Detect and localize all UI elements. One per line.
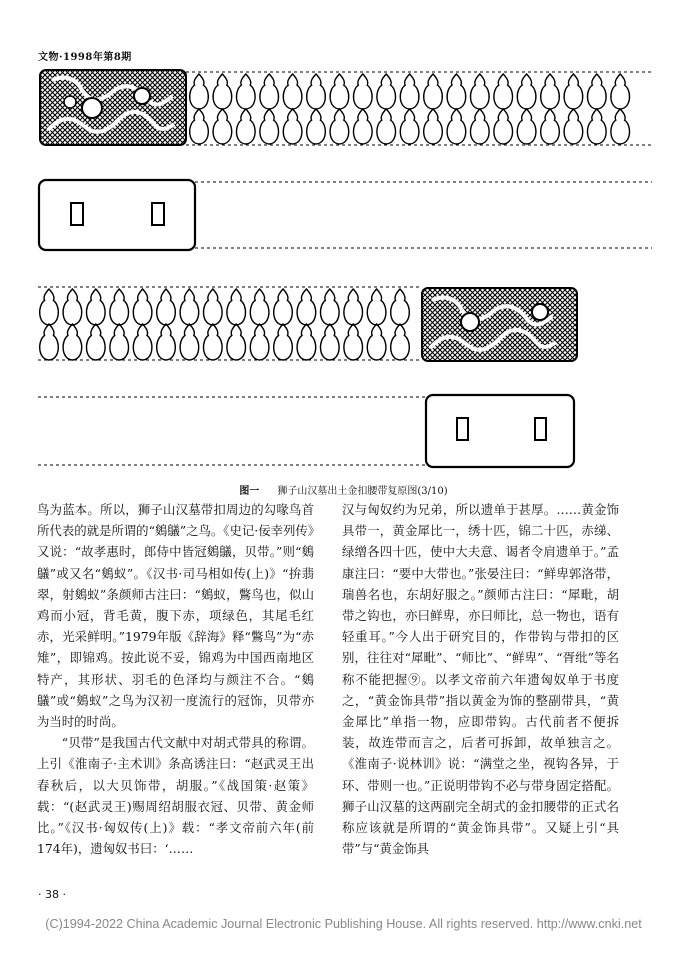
figure-label: 图一 bbox=[239, 486, 260, 497]
belt-scale bbox=[517, 109, 536, 144]
belt-scale bbox=[470, 109, 489, 144]
belt-scale bbox=[611, 74, 630, 109]
belt-scale bbox=[157, 324, 176, 360]
belt-scale bbox=[190, 109, 209, 144]
belt-scale bbox=[424, 109, 443, 144]
right-text-column bbox=[342, 499, 619, 859]
belt-scale bbox=[297, 324, 316, 360]
belt-two bbox=[39, 180, 652, 250]
belt-four bbox=[38, 395, 574, 467]
belt-scale bbox=[236, 109, 255, 144]
belt-scale bbox=[353, 109, 372, 144]
belt-scale bbox=[133, 289, 152, 325]
belt-scale bbox=[63, 289, 82, 325]
belt-scale bbox=[377, 109, 396, 144]
belt-end-plate-right bbox=[426, 395, 574, 467]
belt-scale bbox=[587, 109, 606, 144]
belt-scale bbox=[110, 289, 129, 325]
belt-scale bbox=[367, 289, 386, 325]
copyright-footer: (C)1994-2022 China Academic Journal Electronic Publishing House. All rights reserved. http://www.cnki.net bbox=[45, 917, 642, 931]
belt-scale bbox=[40, 324, 59, 360]
belt-scale bbox=[133, 324, 152, 360]
belt-scale bbox=[86, 289, 105, 325]
belt-scale bbox=[517, 74, 536, 109]
belt-scale bbox=[494, 74, 513, 109]
belt-scale bbox=[213, 109, 232, 144]
belt-scale bbox=[40, 289, 59, 325]
belt-scale bbox=[274, 289, 293, 325]
belt-scale bbox=[203, 324, 222, 360]
scales-row-3 bbox=[40, 289, 410, 360]
belt-scale bbox=[344, 324, 363, 360]
belt-scale bbox=[424, 74, 443, 109]
belt-scale bbox=[190, 74, 209, 109]
belt-scale bbox=[587, 74, 606, 109]
belt-scale bbox=[447, 74, 466, 109]
left-paragraph-2: “贝带”是我国古代文献中对胡式带具的称谓。上引《淮南子·主术训》条高诱注曰：“赵武灵王出春秋后，以大贝饰带，胡服。”《战国策·赵策》载：“(赵武灵王)赐周绍胡服衣冠、贝带、黄金师比。”《汉书·匈奴传(上)》载：“孝文帝前六年(前174年)，遗匈奴书曰：‘…… bbox=[37, 735, 314, 857]
belt-scale bbox=[564, 109, 583, 144]
belt-scale bbox=[157, 289, 176, 325]
belt-scale bbox=[86, 324, 105, 360]
left-text-column bbox=[37, 499, 314, 859]
belt-scale bbox=[541, 74, 560, 109]
belt-scale bbox=[494, 109, 513, 144]
belt-scale bbox=[213, 74, 232, 109]
belt-scale bbox=[307, 74, 326, 109]
belt-scale bbox=[400, 109, 419, 144]
belt-one bbox=[40, 70, 652, 145]
belt-scale bbox=[110, 324, 129, 360]
belt-scale bbox=[320, 324, 339, 360]
belt-scale bbox=[330, 109, 349, 144]
belt-scale bbox=[353, 74, 372, 109]
belt-scale bbox=[260, 109, 279, 144]
belt-scale bbox=[250, 324, 269, 360]
belt-scale bbox=[274, 324, 293, 360]
belt-scale bbox=[400, 74, 419, 109]
running-header: 文物·1998年第8期 bbox=[38, 52, 132, 63]
belt-scale bbox=[180, 324, 199, 360]
belt-scale bbox=[250, 289, 269, 325]
belt-scale bbox=[541, 109, 560, 144]
belt-scale bbox=[260, 74, 279, 109]
belt-scale bbox=[227, 324, 246, 360]
belt-scale bbox=[344, 289, 363, 325]
belt-scale bbox=[470, 74, 489, 109]
belt-scale bbox=[391, 324, 410, 360]
belt-scale bbox=[203, 289, 222, 325]
belt-end-plate-left bbox=[39, 180, 195, 250]
belt-scale bbox=[367, 324, 386, 360]
belt-scale bbox=[377, 74, 396, 109]
belt-scale bbox=[307, 109, 326, 144]
belt-scale bbox=[63, 324, 82, 360]
belt-scale bbox=[283, 74, 302, 109]
belt-scale bbox=[564, 74, 583, 109]
belt-scale bbox=[236, 74, 255, 109]
belt-scale bbox=[320, 289, 339, 325]
belt-scale bbox=[227, 289, 246, 325]
buckle-plaque-left bbox=[40, 70, 186, 145]
belt-scale bbox=[391, 289, 410, 325]
belt-scale bbox=[283, 109, 302, 144]
belt-scale bbox=[180, 289, 199, 325]
belt-scale bbox=[297, 289, 316, 325]
left-paragraph-1: 鸟为蓝本。所以，狮子山汉墓带扣周边的勾喙鸟首所代表的就是所谓的“鵕鸃”之鸟。《史记·佞幸列传》又说：“故孝惠时，郎侍中皆冠鵕鸃，贝带。”则“鵕鸃”或又名“鵕蚁”。《汉书·司马相如传(上)》“拚翡翠，射鵕蚁”条颜师古注曰：“鵕蚁，鷩鸟也，似山鸡而小冠，背毛黄，腹下赤，项绿色，其尾毛红赤，光采鲜明。”1979年版《辞海》释“鷩鸟”为“赤雉”，即锦鸡。按此说不妥，锦鸡为中国西南地区特产，其形状、羽毛的色泽均与颜注不合。“鵕鸃”或“鵕蚁”之鸟为汉初一度流行的冠饰，贝带亦为当时的时尚。 bbox=[37, 502, 314, 730]
right-paragraph-1: 汉与匈奴约为兄弟，所以遗单于甚厚。……黄金饰具带一，黄金犀比一，绣十匹，锦二十匹，赤绨、绿缯各四十匹，使中大夫意、谒者令肩遗单于。”孟康注曰：“要中大带也。”张晏注曰：“鲜卑郭洛带，瑞兽名也，东胡好服之。”颜师古注曰：“犀毗，胡带之钩也，亦曰鲜卑，亦曰师比，总一物也，语有轻重耳。”今人出于研究目的，作带钩与带扣的区别，往往对“犀毗”、“师比”、“鲜卑”、“胥纰”等名称不能把握⑨。以孝文帝前六年遗匈奴单于书度之，“黄金饰具带”指以黄金为饰的整副带具，“黄金犀比”单指一物，应即带钩。古代前者不便拆装，故连带而言之，后者可拆卸，故单独言之。《淮南子·说林训》说：“满堂之坐，视钩各异，于环、带则一也。”正说明带钩不必与带身固定搭配。狮子山汉墓的这两副完全胡式的金扣腰带的正式名称应该就是所谓的“黄金饰具带”。又疑上引“具带”与“黄金饰具 bbox=[342, 502, 619, 857]
belt-scale bbox=[447, 109, 466, 144]
page-number: · 38 · bbox=[38, 888, 66, 901]
figure-caption-text: 狮子山汉墓出土金扣腰带复原图(3/10) bbox=[277, 486, 448, 497]
figure-caption bbox=[0, 482, 687, 497]
belt-scale bbox=[330, 74, 349, 109]
belt-scale bbox=[611, 109, 630, 144]
